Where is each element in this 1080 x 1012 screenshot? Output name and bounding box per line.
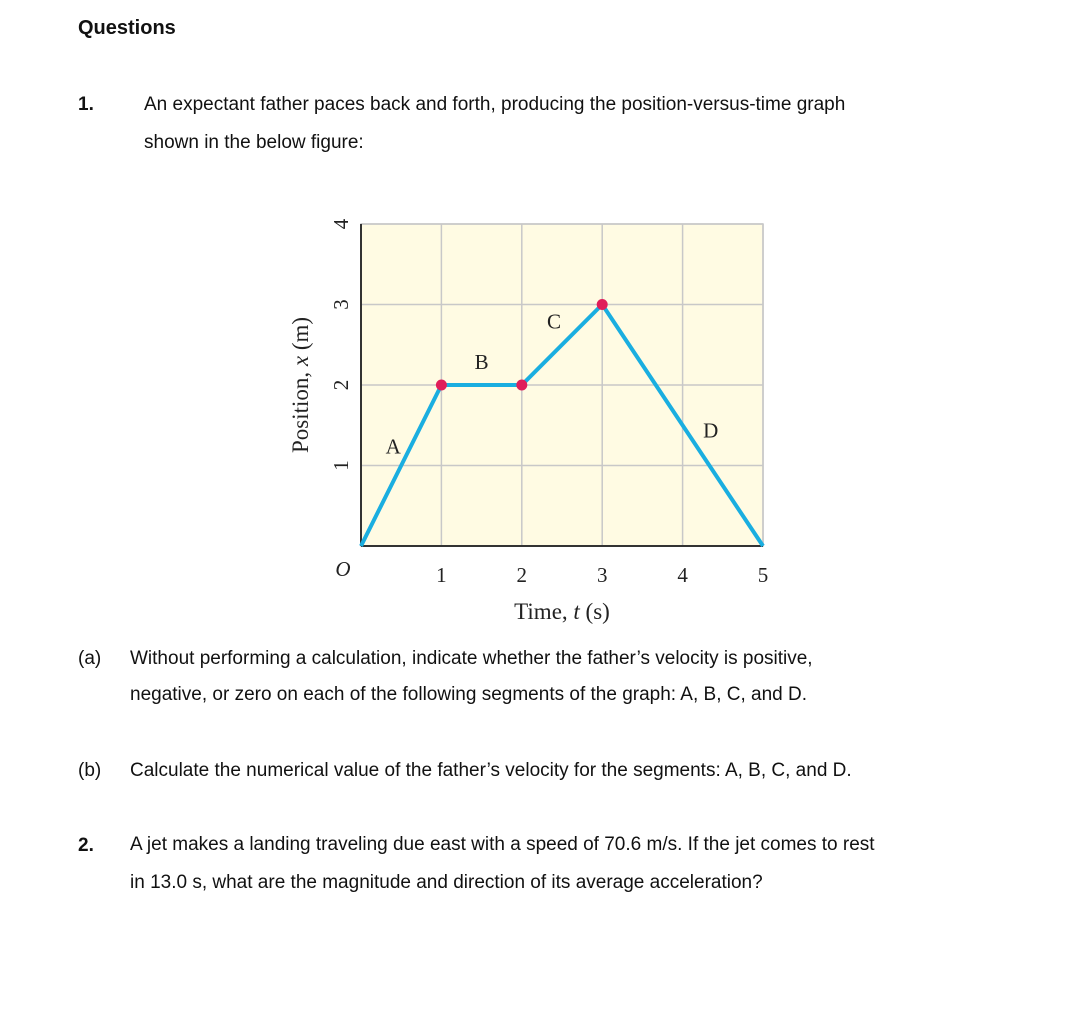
y-tick-label: 2 bbox=[329, 379, 353, 391]
page-heading: Questions bbox=[78, 17, 176, 39]
y-tick-labels bbox=[329, 218, 353, 471]
y-axis-label-prefix: Position, bbox=[288, 366, 313, 454]
x-tick-label: 3 bbox=[596, 563, 608, 587]
x-axis-label-prefix: Time, bbox=[514, 599, 574, 624]
segment-label-a: A bbox=[385, 434, 401, 459]
x-tick-label: 1 bbox=[436, 563, 447, 587]
question-2-text-line-2: in 13.0 s, what are the magnitude and direction of its average acceleration? bbox=[130, 872, 763, 893]
question-2-text-line-1: A jet makes a landing traveling due east with a speed of 70.6 m/s. If the jet comes to rest bbox=[130, 834, 875, 855]
part-a-text-line-2: negative, or zero on each of the following segments of the graph: A, B, C, and D. bbox=[130, 684, 808, 705]
y-axis-label-unit: (m) bbox=[288, 316, 313, 356]
part-a-text-line-1: Without performing a calculation, indicate whether the father’s velocity is positive, bbox=[130, 648, 813, 669]
x-axis-label-var: t bbox=[573, 599, 580, 624]
x-axis-label-unit: (s) bbox=[579, 599, 610, 624]
segment-label-b: B bbox=[474, 349, 489, 374]
segment-label-c: C bbox=[546, 309, 561, 334]
data-point bbox=[436, 380, 447, 391]
x-tick-label: 2 bbox=[516, 563, 528, 587]
part-b-label: (b) bbox=[78, 760, 102, 781]
data-point bbox=[597, 299, 608, 310]
y-tick-label: 3 bbox=[329, 299, 353, 310]
segment-label-d: D bbox=[703, 418, 719, 443]
x-tick-label: 5 bbox=[757, 563, 769, 587]
part-b-text-line-1: Calculate the numerical value of the father’s velocity for the segments: A, B, C, and D. bbox=[130, 760, 852, 781]
question-1-text-line-1: An expectant father paces back and forth, producing the position-versus-time graph bbox=[144, 94, 846, 115]
x-tick-labels bbox=[436, 563, 768, 587]
origin-label: O bbox=[335, 557, 351, 581]
part-a-label: (a) bbox=[78, 648, 102, 669]
y-axis-label bbox=[288, 317, 313, 453]
position-time-chart bbox=[270, 200, 830, 640]
x-tick-label: 4 bbox=[677, 563, 688, 587]
data-point bbox=[516, 380, 527, 391]
y-tick-label: 1 bbox=[329, 460, 353, 471]
question-1-text-line-2: shown in the below figure: bbox=[144, 132, 364, 153]
question-1-number: 1. bbox=[78, 94, 94, 115]
x-axis-label bbox=[514, 599, 610, 624]
question-2-number: 2. bbox=[78, 835, 94, 856]
y-axis-label-var: x bbox=[288, 355, 313, 367]
y-tick-label: 4 bbox=[329, 218, 353, 230]
